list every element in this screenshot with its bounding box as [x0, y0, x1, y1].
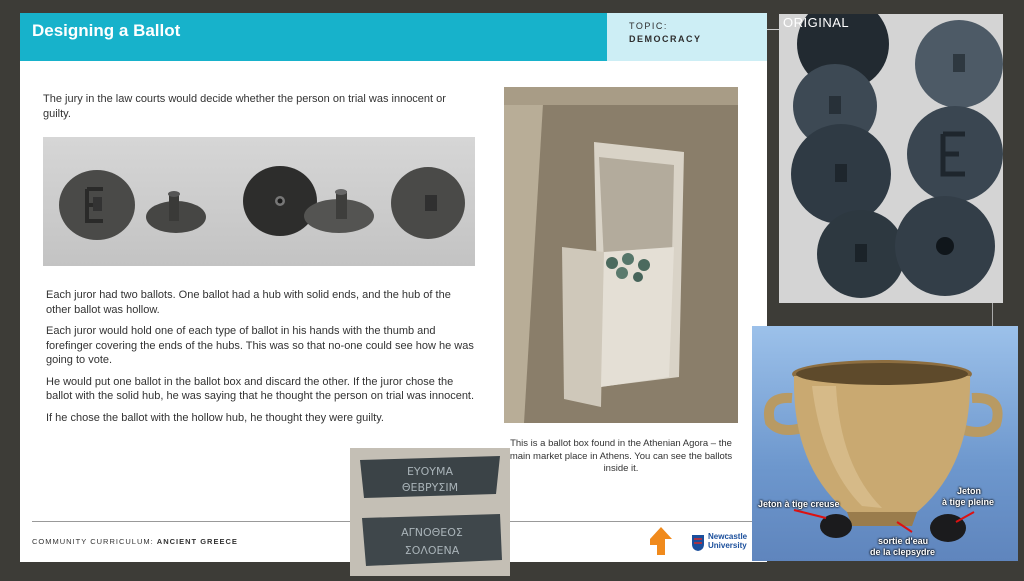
- tablet-line-3: ΑΓΝΟΘΕΟΣ: [401, 526, 463, 539]
- original-ballots-illustration: [779, 14, 1003, 303]
- clepsydra-illustration: [752, 326, 1018, 561]
- ballot-box-illustration: [504, 87, 738, 423]
- paragraph-3: He would put one ballot in the ballot box and discard the other. If the juror chose the ballot with the solid hub, he was saying that he thought the person on trial was innocent.: [46, 375, 475, 402]
- university-name: [708, 532, 747, 550]
- university-line-1: Newcastle: [708, 532, 748, 541]
- label-water-outlet-2: de la clepsydre: [870, 547, 936, 557]
- tablet-line-1: ΕΥΟΥΜΑ: [406, 465, 454, 478]
- university-line-2: University: [708, 541, 747, 550]
- tablets-illustration: [350, 448, 510, 576]
- topic-value: DEMOCRACY: [629, 34, 702, 44]
- original-ballots-photo: [779, 14, 1003, 303]
- ballot-box-photo: [504, 87, 738, 423]
- newcastle-university-logo: [691, 531, 751, 555]
- header-bar: [20, 13, 607, 61]
- ballot-discs-photo: [43, 137, 475, 266]
- tablet-line-4: ΣΟΛΟΕΝΑ: [404, 544, 460, 557]
- body-text: [46, 288, 476, 432]
- footer-subject: ANCIENT GREECE: [156, 537, 238, 546]
- original-label: ORIGINAL: [783, 15, 850, 30]
- tablet-line-2: ΘΕΒΡΥΣΙΜ: [401, 481, 459, 494]
- label-hollow-ballot: Jeton à tige creuse: [758, 499, 840, 509]
- paragraph-4: If he chose the ballot with the hollow hub, he thought they were guilty.: [46, 411, 384, 424]
- inscribed-tablets-photo: [350, 448, 510, 576]
- intro-text: The jury in the law courts would decide whether the person on trial was innocent or guilty.: [43, 93, 446, 120]
- paragraph-1: Each juror had two ballots. One ballot had a hub with solid ends, and the hub of the other ballot was hollow.: [46, 289, 451, 316]
- clepsydra-photo: [752, 326, 1018, 561]
- label-water-outlet-1: sortie d'eau: [878, 536, 929, 546]
- page-title: Designing a Ballot: [32, 21, 181, 40]
- ballot-box-caption: This is a ballot box found in the Athenian Agora – the main market place in Athens. You can see the ballots inside it.: [509, 438, 733, 474]
- topic-box: [607, 13, 767, 61]
- ballot-discs-illustration: [43, 137, 475, 266]
- topic-label: TOPIC:: [629, 21, 668, 31]
- community-logo-icon: [646, 525, 676, 557]
- footer-prefix: COMMUNITY CURRICULUM:: [32, 537, 157, 546]
- paragraph-2: Each juror would hold one of each type of ballot in his hands with the thumb and forefinger covering the ends of the hubs. This was so that no-one could see how he was going to vote.: [46, 325, 474, 366]
- university-crest-icon: [691, 534, 705, 552]
- side-connector-line: [992, 303, 993, 327]
- label-solid-ballot-2: à tige pleine: [942, 497, 995, 507]
- footer-text: [32, 537, 238, 546]
- label-solid-ballot-1: Jeton: [957, 486, 982, 496]
